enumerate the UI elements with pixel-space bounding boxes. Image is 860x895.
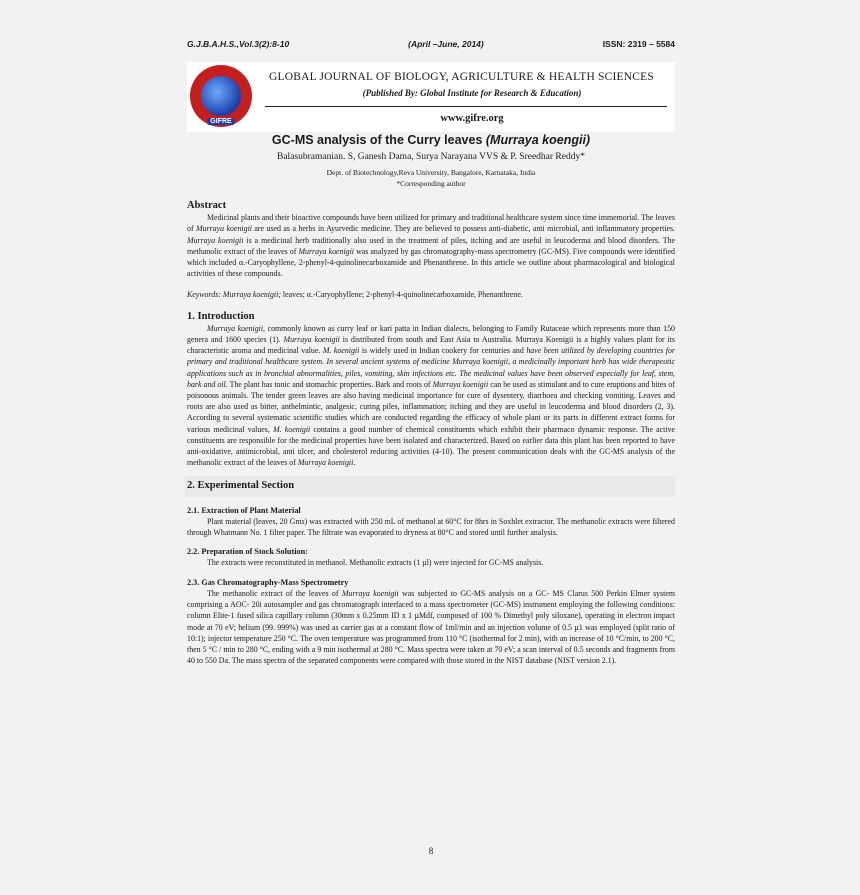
section-2-1-heading: 2.1. Extraction of Plant Material [187, 505, 301, 515]
journal-website: www.gifre.org [440, 113, 504, 124]
journal-name: GLOBAL JOURNAL OF BIOLOGY, AGRICULTURE & HEALTH SCIENCES [269, 71, 654, 83]
paper-authors: Balasubramanian. S, Ganesh Dama, Surya Narayana VVS & P. Sreedhar Reddy* [277, 152, 585, 162]
section-2-1-text: Plant material (leaves, 20 Gms) was extracted with 250 mL of methanol at 60°C for 8hrs in Soxhlet extractor. The methanolic extracts were filtered through Whatmann No. 1 filter paper. The filtrate was evaporated to dryness at 80°C and stored until further analysis. [187, 516, 675, 538]
experimental-heading: 2. Experimental Section [187, 480, 295, 492]
journal-masthead [187, 62, 675, 132]
paper-title-species: (Murraya koengii) [485, 133, 591, 147]
introduction-text: Murraya koenigii, commonly known as curry leaf or kari patta in Indian dialects, belonging to Family Rutaceae which represents more than 150 genera and 1600 species (1). Murraya koenigii is distributed from south and East Asia to Australia. Murraya Koenigii is a highly values plant for its characteristic aroma and medicinal value. M. koenigii is widely used in Indian cookery for centuries and have been utilized by developing countries for primary and traditional healthcare system. In several ancient systems of medicine Murraya koenigii, a medicinally important herb has wide therapeutic applications such as in bronchial abnormalities, piles, vomiting, skin infections etc. The medicinal values have been observed especially for leaf, stem, bark and oil. The plant has tonic and stomachic properties. Bark and roots of Murraya koenigii can be used as stimulant and to cure eruptions and bites of poisonous animals. The tender green leaves are also having medicinal importance for cure of dysentery, diarrhoea and checking vomiting. Leaves and roots are also used as bitter, anthelmintic, analgesic, curing piles, inflammation; itching and they are useful in leucoderma and blood disorders (2, 3). According to several systematic scientific studies which are conducted regarding the efficacy of whole plant or its parts in different extract forms for various medicinal values, M. koenigii contains a good number of chemical constituents which exhibit their pharmaco dynamic response. The active constituents are responsible for the medicinal properties have been isolated and characterized. Based on earlier data this plant has been reported to have anti-oxidative, antimicrobial, anti ulcer, and cholesterol reducing activities (4-10). The present communication deals with the GC-MS analysis of the methanolic extract of the leaves of Murraya koenigii. [187, 323, 676, 468]
experimental-heading-band [185, 476, 675, 496]
page-number: 8 [428, 846, 434, 856]
section-2-3-heading: 2.3. Gas Chromatography-Mass Spectrometry [187, 577, 349, 587]
running-header-left: G.J.B.A.H.S.,Vol.3(2):8-10 [187, 39, 290, 49]
section-2-3-text: The methanolic extract of the leaves of Murraya koenigii was subjected to GC-MS analysis on a GC- MS Clarus 500 Perkin Elmer system comprising a AOC- 20i autosampler and gas chromatograph interfaced to a mass spectrometer (GC-MS) instrument employing the following conditions: column Elite-1 fused silica capillary column (30mm x 0.25mm ID x 1 µMdf, composed of 100 % Dimethyl poly siloxane), operating in electron impact mode at 70 eV; helium (99. 999%) was used as carrier gas at a constant flow of 1ml/min and an injection volume of 0.5 µ1 was employed (split ratio of 10:1); injector temperature 250 °C. The oven temperature was programmed from 110 °C (isothermal for 2 min), with an increase of 10 °C/min, to 200 °C, then 5 °C / min to 280 °C, ending with a 9 min isothermal at 280 °C. Mass spectra were taken at 70 eV; a scan interval of 0.5 seconds and fragments from 40 to 550 Da. The mass spectra of the separated components were compared with those stored in the NIST database (NIST version 2.1). [187, 588, 675, 666]
logo-text: GIFRE [207, 118, 234, 125]
abstract-heading: Abstract [187, 200, 227, 211]
running-header-right: ISSN: 2319 – 5584 [602, 39, 675, 49]
paper-title-main: GC-MS analysis of the Curry leaves [271, 133, 486, 147]
section-2-2-text: The extracts were reconstituted in methanol. Methanolic extracts (1 µl) were injected for GC-MS analysis. [207, 558, 544, 568]
paper-title [187, 133, 675, 147]
abstract-text: Medicinal plants and their bioactive compounds have been utilized for primary and traditional healthcare system since time immemorial. The leaves of Murraya koenigii are used as a herbs in Ayurvedic medicine. They are believed to possess anti-diabetic, anti microbial, anti inflammatory properties. Murraya koenigii is a medicinal herb traditionally also used in the treatment of piles, itching and are useful in leucoderma and blood disorders. The methanolic extract of the leaves of Murraya koenigii was analyzed by gas chromatography-mass spectrometry (GC-MS). Five compounds were identified which included α.-Caryophyllene, 2-phenyl-4-quinolinecarboxamide and Phenanthrene. In this article we outline about pharmacological and biological activities of these compounds. [187, 213, 675, 279]
section-2-2-heading: 2.2. Preparation of Stock Solution: [187, 547, 308, 557]
running-header [187, 39, 675, 49]
journal-publisher: (Published By: Global Institute for Research & Education) [362, 88, 582, 98]
introduction-heading: 1. Introduction [187, 310, 255, 322]
author-affiliation-block [187, 167, 675, 189]
masthead-rule [265, 106, 667, 107]
paper-body [187, 200, 675, 666]
affiliation: Dept. of Biotechnology,Reva University, Bangalore, Karnataka, India [326, 168, 536, 177]
keywords: Keywords: Murraya koenigii; leaves; α.-Caryophyllene; 2-phenyl-4-quinolinecarboxamide, Phenanthrene. [187, 290, 523, 300]
running-header-center: (April –June, 2014) [408, 39, 484, 49]
corresponding-author-note: *Corresponding author [396, 179, 466, 188]
